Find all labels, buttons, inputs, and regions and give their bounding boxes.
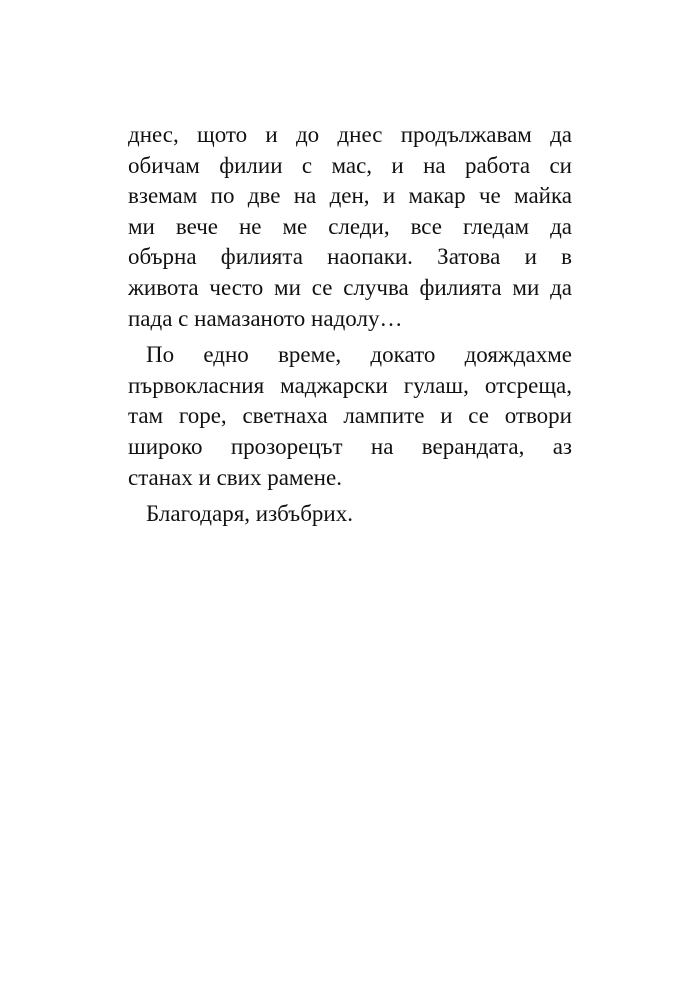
text-line: Благодаря, избъбрих. <box>146 501 353 527</box>
paragraph-1 <box>128 120 572 334</box>
text-line: ми вече не ме следи, все гледам да <box>128 213 572 239</box>
text-line: широко прозорецът на верандата, аз <box>128 433 572 459</box>
text-line: вземам по две на ден, и макар че майка <box>128 183 572 209</box>
text-line: пада с намазаното надолу… <box>128 305 403 331</box>
text-line: там горе, светнаха лампите и се отвори <box>128 403 572 429</box>
paragraph-3 <box>128 499 572 530</box>
paragraph-2 <box>128 340 572 493</box>
text-line: По едно време, докато дояждахме <box>146 342 572 368</box>
text-line: обърна филията наопаки. Затова и в <box>128 244 572 270</box>
text-line: станах и свих рамене. <box>128 464 342 490</box>
text-line: първокласния маджарски гулаш, отсреща, <box>128 372 572 398</box>
text-line: живота често ми се случва филията ми да <box>128 274 572 300</box>
text-line: днес, щото и до днес продължавам да <box>128 122 572 147</box>
text-line: обичам филии с мас, и на работа си <box>128 152 572 178</box>
body-text <box>128 120 572 536</box>
